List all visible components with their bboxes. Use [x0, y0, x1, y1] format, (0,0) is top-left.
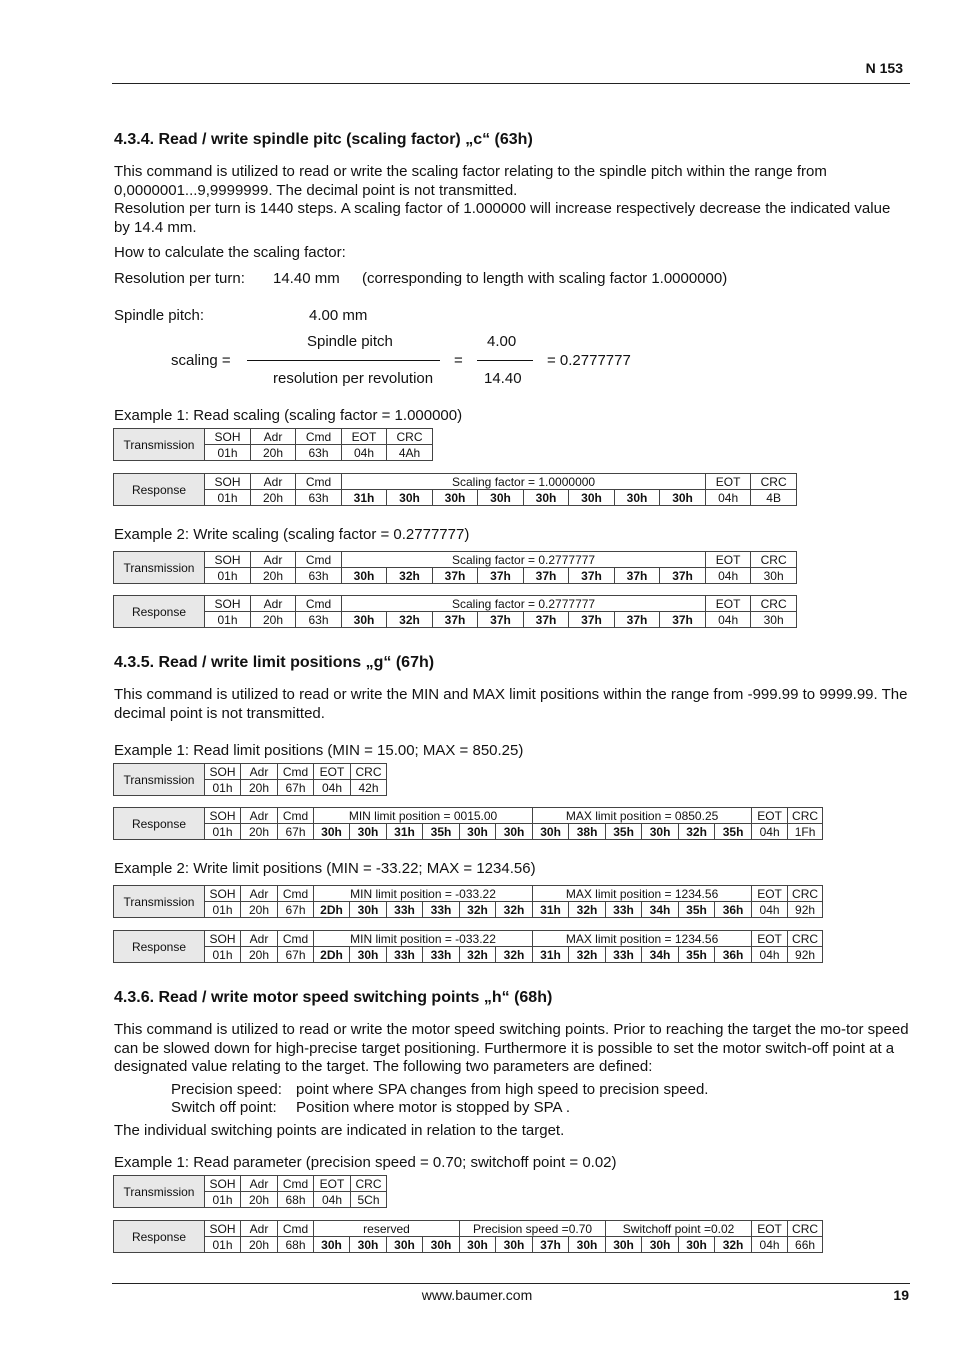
- header-cell: EOT: [706, 552, 751, 568]
- data-cell: 37h: [615, 568, 660, 584]
- data-cell: 92h: [788, 947, 823, 963]
- fraction-bar: [247, 360, 440, 361]
- header-cell: Adr: [241, 808, 278, 824]
- data-cell: 2Dh: [314, 947, 350, 963]
- data-cell: 37h: [615, 612, 660, 628]
- data-cell: 42h: [351, 780, 387, 796]
- header-cell: EOT: [752, 1221, 788, 1237]
- row-label: Transmission: [114, 552, 205, 584]
- data-cell: 31h: [387, 824, 423, 840]
- data-cell: 35h: [606, 824, 642, 840]
- data-cell: 04h: [314, 780, 351, 796]
- protocol-table-response: [113, 807, 823, 840]
- formula-numerator: Spindle pitch: [307, 333, 393, 350]
- row-label: Response: [114, 931, 205, 963]
- paragraph: The individual switching points are indicated in relation to the target.: [114, 1122, 565, 1139]
- data-cell: 5Ch: [351, 1192, 387, 1208]
- header-cell: Adr: [241, 1221, 278, 1237]
- header-cell: Adr: [251, 552, 296, 568]
- data-cell: 01h: [205, 902, 241, 918]
- data-cell: 32h: [460, 902, 496, 918]
- data-cell: 30h: [387, 490, 433, 506]
- data-cell: 30h: [533, 824, 569, 840]
- data-cell: 37h: [569, 568, 615, 584]
- data-cell: 4B: [751, 490, 797, 506]
- protocol-table-response: [113, 595, 842, 628]
- data-cell: 01h: [205, 780, 241, 796]
- data-cell: 38h: [569, 824, 606, 840]
- data-cell: 04h: [752, 1237, 788, 1253]
- data-cell: 33h: [606, 902, 642, 918]
- fraction-bar: [477, 360, 533, 361]
- definition-text: Position where motor is stopped by SPA .: [296, 1099, 571, 1116]
- resolution-value: 14.40 mm: [273, 270, 340, 287]
- header-cell: CRC: [351, 1176, 387, 1192]
- header-cell: SOH: [205, 886, 241, 902]
- data-cell: 37h: [533, 1237, 569, 1253]
- data-cell: 30h: [460, 1237, 496, 1253]
- data-cell: 67h: [278, 780, 314, 796]
- header-cell: EOT: [752, 886, 788, 902]
- header-cell: Adr: [251, 474, 296, 490]
- data-cell: 37h: [478, 612, 524, 628]
- footer-url: www.baumer.com: [421, 1287, 533, 1303]
- protocol-table-transmission: [113, 1175, 387, 1208]
- data-cell: 32h: [679, 824, 715, 840]
- data-cell: 63h: [296, 612, 342, 628]
- header-rule: [112, 83, 910, 84]
- header-cell: MAX limit position = 0850.25: [533, 808, 752, 824]
- table-row: [114, 568, 842, 584]
- definition-text: point where SPA changes from high speed to precision speed.: [296, 1081, 709, 1098]
- data-cell: 30h: [342, 612, 387, 628]
- formula-result: = 0.2777777: [547, 352, 631, 369]
- formula-equals: =: [454, 352, 463, 369]
- row-label: Response: [114, 474, 205, 506]
- data-cell: 04h: [706, 490, 751, 506]
- data-cell: 30h: [496, 824, 533, 840]
- resolution-note: (corresponding to length with scaling factor 1.0000000): [362, 270, 728, 287]
- header-cell: Cmd: [278, 1176, 314, 1192]
- spindle-pitch-value: 4.00 mm: [309, 307, 368, 324]
- header-cell: MAX limit position = 1234.56: [533, 886, 752, 902]
- data-cell: 30h: [478, 490, 524, 506]
- table-row: [114, 902, 823, 918]
- formula-denominator: resolution per revolution: [273, 370, 434, 387]
- data-cell: 01h: [205, 1237, 241, 1253]
- example-caption: Example 2: Write scaling (scaling factor = 0.2777777): [114, 526, 470, 543]
- data-cell: 37h: [478, 568, 524, 584]
- header-cell: SOH: [205, 429, 251, 445]
- header-cell: Scaling factor = 1.0000000: [342, 474, 706, 490]
- header-cell: SOH: [205, 931, 241, 947]
- data-cell: 67h: [278, 824, 314, 840]
- table-row: [114, 1237, 823, 1253]
- section-title-435: 4.3.5. Read / write limit positions „g“ (67h): [114, 654, 435, 671]
- row-label: Response: [114, 1221, 205, 1253]
- protocol-table-response: [113, 930, 823, 963]
- header-cell: Cmd: [296, 474, 342, 490]
- table-row: [114, 764, 387, 780]
- header-cell: SOH: [205, 474, 251, 490]
- data-cell: 30h: [569, 1237, 606, 1253]
- table-row: [114, 886, 823, 902]
- data-cell: 35h: [715, 824, 752, 840]
- header-cell: Cmd: [296, 552, 342, 568]
- protocol-table-transmission: [113, 551, 842, 584]
- header-cell: CRC: [751, 552, 797, 568]
- data-cell: 33h: [606, 947, 642, 963]
- data-cell: 20h: [251, 612, 296, 628]
- data-cell: 30h: [679, 1237, 715, 1253]
- data-cell: 32h: [496, 902, 533, 918]
- data-cell: 30h: [350, 902, 387, 918]
- data-cell: 4Ah: [387, 445, 433, 461]
- protocol-table-transmission: [113, 428, 433, 461]
- data-cell: 04h: [706, 612, 751, 628]
- header-cell: CRC: [351, 764, 387, 780]
- table-row: [114, 1176, 387, 1192]
- header-cell: Adr: [251, 429, 296, 445]
- header-cell: reserved: [314, 1221, 460, 1237]
- protocol-table-response: [113, 1220, 823, 1253]
- data-cell: 31h: [533, 902, 569, 918]
- header-cell: EOT: [706, 596, 751, 612]
- header-cell: Adr: [251, 596, 296, 612]
- data-cell: 20h: [241, 780, 278, 796]
- example-caption: Example 1: Read parameter (precision speed = 0.70; switchoff point = 0.02): [114, 1154, 617, 1171]
- row-label: Response: [114, 596, 205, 628]
- header-cell: Cmd: [296, 596, 342, 612]
- header-cell: EOT: [314, 764, 351, 780]
- table-row: [114, 429, 433, 445]
- definition-term: Precision speed:: [171, 1081, 282, 1098]
- data-cell: 36h: [715, 947, 752, 963]
- data-cell: 63h: [296, 445, 342, 461]
- data-cell: 30h: [751, 568, 797, 584]
- header-cell: Scaling factor = 0.2777777: [342, 552, 706, 568]
- data-cell: 68h: [278, 1192, 314, 1208]
- data-cell: 37h: [433, 568, 478, 584]
- data-cell: 30h: [350, 824, 387, 840]
- data-cell: 30h: [642, 1237, 679, 1253]
- data-cell: 68h: [278, 1237, 314, 1253]
- data-cell: 2Dh: [314, 902, 350, 918]
- data-cell: 01h: [205, 947, 241, 963]
- definition-term: Switch off point:: [171, 1099, 277, 1116]
- data-cell: 30h: [387, 1237, 423, 1253]
- data-cell: 67h: [278, 947, 314, 963]
- header-cell: EOT: [314, 1176, 351, 1192]
- data-cell: 32h: [387, 568, 433, 584]
- protocol-table-response: [113, 473, 842, 506]
- data-cell: 30h: [615, 490, 660, 506]
- data-cell: 33h: [423, 902, 460, 918]
- data-cell: 37h: [569, 612, 615, 628]
- data-cell: 30h: [350, 947, 387, 963]
- data-cell: 35h: [423, 824, 460, 840]
- data-cell: 30h: [342, 568, 387, 584]
- data-cell: 92h: [788, 902, 823, 918]
- header-cell: Switchoff point =0.02: [606, 1221, 752, 1237]
- header-cell: CRC: [788, 808, 823, 824]
- header-cell: MIN limit position = -033.22: [314, 886, 533, 902]
- data-cell: 1Fh: [788, 824, 823, 840]
- table-row: [114, 474, 842, 490]
- data-cell: 30h: [433, 490, 478, 506]
- table-row: [114, 490, 842, 506]
- header-cell: MIN limit position = -033.22: [314, 931, 533, 947]
- paragraph: This command is utilized to read or write the scaling factor relating to the spindle pitch within the range from 0,0000001...9,9999999. The decimal point is not transmitted.: [114, 163, 827, 199]
- data-cell: 66h: [788, 1237, 823, 1253]
- data-cell: 30h: [642, 824, 679, 840]
- data-cell: 01h: [205, 445, 251, 461]
- protocol-table-transmission: [113, 885, 823, 918]
- resolution-label: Resolution per turn:: [114, 270, 245, 287]
- data-cell: 20h: [251, 568, 296, 584]
- header-cell: Cmd: [278, 764, 314, 780]
- data-cell: 37h: [660, 612, 706, 628]
- data-cell: 37h: [433, 612, 478, 628]
- data-cell: 30h: [569, 490, 615, 506]
- table-row: [114, 947, 823, 963]
- header-cell: Cmd: [278, 1221, 314, 1237]
- data-cell: 01h: [205, 568, 251, 584]
- header-cell: Adr: [241, 886, 278, 902]
- data-cell: 30h: [350, 1237, 387, 1253]
- example-caption: Example 2: Write limit positions (MIN = -33.22; MAX = 1234.56): [114, 860, 536, 877]
- data-cell: 33h: [423, 947, 460, 963]
- data-cell: 30h: [660, 490, 706, 506]
- row-label: Transmission: [114, 764, 205, 796]
- data-cell: 20h: [251, 490, 296, 506]
- header-cell: Cmd: [278, 931, 314, 947]
- header-cell: Adr: [241, 764, 278, 780]
- data-cell: 04h: [752, 947, 788, 963]
- data-cell: 37h: [524, 612, 569, 628]
- data-cell: 30h: [423, 1237, 460, 1253]
- data-cell: 30h: [606, 1237, 642, 1253]
- header-cell: EOT: [706, 474, 751, 490]
- paragraph: This command is utilized to read or write the MIN and MAX limit positions within the range from -999.99 to 9999.99. The decimal point is not transmitted.: [114, 686, 908, 722]
- data-cell: 34h: [642, 947, 679, 963]
- formula-numerator-value: 4.00: [487, 333, 517, 350]
- data-cell: 20h: [241, 824, 278, 840]
- data-cell: 32h: [460, 947, 496, 963]
- paragraph: Resolution per turn is 1440 steps. A scaling factor of 1.000000 will increase respectively decrease the indicated value by 14.4 mm.: [114, 200, 891, 236]
- header-cell: Cmd: [278, 886, 314, 902]
- formula-lhs: scaling =: [171, 352, 231, 369]
- table-row: [114, 1221, 823, 1237]
- section-title-436: 4.3.6. Read / write motor speed switching points „h“ (68h): [114, 989, 553, 1006]
- footer-rule: [112, 1283, 910, 1284]
- data-cell: 30h: [751, 612, 797, 628]
- formula-denominator-value: 14.40: [484, 370, 522, 387]
- header-cell: EOT: [342, 429, 387, 445]
- header-cell: SOH: [205, 1176, 241, 1192]
- document-code: N 153: [865, 60, 903, 76]
- data-cell: 31h: [342, 490, 387, 506]
- data-cell: 32h: [715, 1237, 752, 1253]
- row-label: Transmission: [114, 886, 205, 918]
- data-cell: 20h: [241, 902, 278, 918]
- header-cell: SOH: [205, 764, 241, 780]
- row-label: Transmission: [114, 429, 205, 461]
- protocol-table-transmission: [113, 763, 387, 796]
- data-cell: 32h: [387, 612, 433, 628]
- header-cell: MAX limit position = 1234.56: [533, 931, 752, 947]
- header-cell: Precision speed =0.70: [460, 1221, 606, 1237]
- data-cell: 32h: [569, 947, 606, 963]
- data-cell: 30h: [314, 1237, 350, 1253]
- data-cell: 01h: [205, 824, 241, 840]
- data-cell: 30h: [460, 824, 496, 840]
- data-cell: 36h: [715, 902, 752, 918]
- data-cell: 01h: [205, 490, 251, 506]
- header-cell: SOH: [205, 552, 251, 568]
- data-cell: 04h: [706, 568, 751, 584]
- header-cell: SOH: [205, 808, 241, 824]
- data-cell: 32h: [569, 902, 606, 918]
- table-row: [114, 612, 842, 628]
- data-cell: 63h: [296, 568, 342, 584]
- header-cell: Adr: [241, 931, 278, 947]
- data-cell: 34h: [642, 902, 679, 918]
- data-cell: 01h: [205, 1192, 241, 1208]
- data-cell: 63h: [296, 490, 342, 506]
- section-title-434: 4.3.4. Read / write spindle pitc (scaling factor) „c“ (63h): [114, 131, 533, 148]
- data-cell: 04h: [342, 445, 387, 461]
- header-cell: CRC: [751, 474, 797, 490]
- data-cell: 31h: [533, 947, 569, 963]
- data-cell: 35h: [679, 947, 715, 963]
- data-cell: 32h: [496, 947, 533, 963]
- header-cell: Adr: [241, 1176, 278, 1192]
- data-cell: 04h: [314, 1192, 351, 1208]
- data-cell: 37h: [660, 568, 706, 584]
- data-cell: 04h: [752, 824, 788, 840]
- header-cell: Scaling factor = 0.2777777: [342, 596, 706, 612]
- example-caption: Example 1: Read scaling (scaling factor = 1.000000): [114, 407, 463, 424]
- header-cell: CRC: [788, 886, 823, 902]
- data-cell: 20h: [241, 1192, 278, 1208]
- header-cell: EOT: [752, 931, 788, 947]
- data-cell: 30h: [524, 490, 569, 506]
- header-cell: Cmd: [278, 808, 314, 824]
- example-caption: Example 1: Read limit positions (MIN = 15.00; MAX = 850.25): [114, 742, 524, 759]
- header-cell: SOH: [205, 596, 251, 612]
- header-cell: CRC: [387, 429, 433, 445]
- data-cell: 33h: [387, 902, 423, 918]
- header-cell: CRC: [751, 596, 797, 612]
- table-row: [114, 824, 823, 840]
- header-cell: MIN limit position = 0015.00: [314, 808, 533, 824]
- data-cell: 01h: [205, 612, 251, 628]
- paragraph: How to calculate the scaling factor:: [114, 244, 346, 261]
- data-cell: 20h: [241, 947, 278, 963]
- data-cell: 33h: [387, 947, 423, 963]
- paragraph: This command is utilized to read or write the motor speed switching points. Prior to reaching the target the mo-tor speed can be slowed down for high-precise target positioning. Furthermore it is possible to set the motor switch-off point at a designated value relating to the target. The following two parameters are defined:: [114, 1021, 909, 1075]
- data-cell: 30h: [314, 824, 350, 840]
- table-row: [114, 596, 842, 612]
- data-cell: 37h: [524, 568, 569, 584]
- header-cell: SOH: [205, 1221, 241, 1237]
- table-row: [114, 808, 823, 824]
- data-cell: 04h: [752, 902, 788, 918]
- data-cell: 30h: [496, 1237, 533, 1253]
- table-row: [114, 552, 842, 568]
- table-row: [114, 931, 823, 947]
- data-cell: 35h: [679, 902, 715, 918]
- row-label: Response: [114, 808, 205, 840]
- data-cell: 67h: [278, 902, 314, 918]
- spindle-pitch-label: Spindle pitch:: [114, 307, 205, 324]
- data-cell: 20h: [251, 445, 296, 461]
- row-label: Transmission: [114, 1176, 205, 1208]
- page-number: 19: [893, 1287, 909, 1303]
- header-cell: CRC: [788, 1221, 823, 1237]
- data-cell: 20h: [241, 1237, 278, 1253]
- header-cell: CRC: [788, 931, 823, 947]
- header-cell: EOT: [752, 808, 788, 824]
- header-cell: Cmd: [296, 429, 342, 445]
